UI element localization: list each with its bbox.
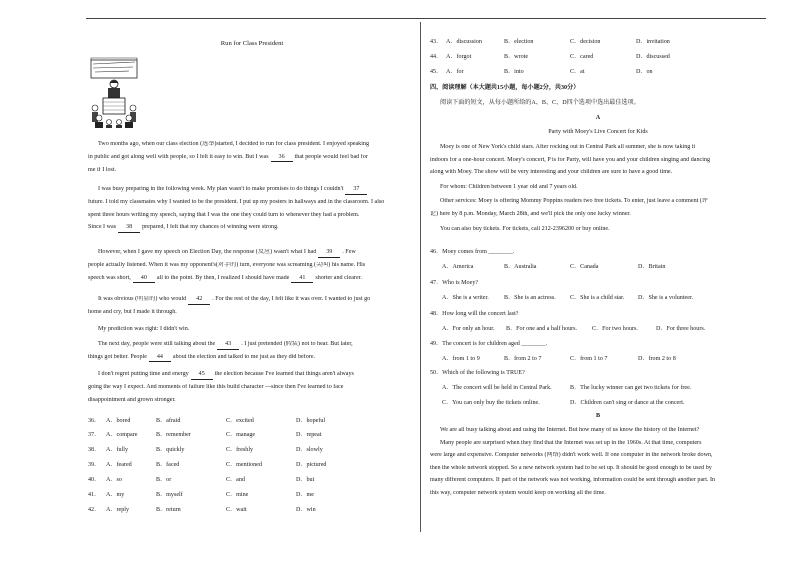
- blank-38[interactable]: 38: [118, 224, 140, 233]
- section-instruction: 阅读下面的短文，从每小题所给的A、B、C、D四个选项中选出最佳选项。: [440, 100, 640, 106]
- question-46: 46．Moey comes from ________.: [430, 249, 515, 255]
- question-49: 49．The concert is for children aged ________.: [430, 341, 548, 347]
- passage-a-title: Party with Moey's Live Concert for Kids: [548, 129, 648, 135]
- paragraph-2: I was busy preparing in the following week. My plan wasn't to make promises to do things I couldn't 37 future. I told my classmates why I wanted to be the president. I put up my posters in hallways and in the classroom. I also spent three hours writing my speech, saying that I was the one they could turn to whenever they had a problem. Since I was 38 prepared, I felt that my chances of winning were strong.: [88, 186, 416, 237]
- passage-title: Run for Class President: [220, 40, 284, 47]
- question-50-options-ab: A．The concert will be held in Central Park. B．The lucky winner can get two tickets for free.: [442, 385, 692, 391]
- question-50: 50．Which of the following is TRUE?: [430, 370, 525, 376]
- paragraph-1: Two months ago, when our class election (选举)started, I decided to run for class president. I enjoyed speaking in public and got along well with people, so I felt it easy to win. But I was 36 that people would feel bad for me if I lost.: [88, 141, 370, 173]
- blank-41[interactable]: 41: [291, 275, 313, 284]
- passage-b-letter: B: [595, 413, 601, 419]
- question-47-options: A．She is a writer. B．She is an actress. C．She is a child star. D．She is a volunteer.: [442, 295, 694, 301]
- blank-40[interactable]: 40: [133, 275, 155, 284]
- question-49-options: A．from 1 to 9 B．from 2 to 7 C．from 1 to 7 D．from 2 to 8: [442, 356, 676, 362]
- question-47: 47．Who is Moey?: [430, 280, 479, 286]
- paragraph-7: I don't regret putting time and energy 45 the election because I've learned that things aren't always going the way I expect. And moments of failure like this build character —since then I've learned to face disappointment and grown stronger.: [88, 371, 354, 403]
- question-50-options-cd: C．You can only buy the tickets online. D．Children can't sing or dance at the concert.: [442, 400, 685, 406]
- paragraph-3: However, when I gave my speech on Election Day, the response (反应) wasn't what I had 39 . Few people actually listened. When it was my opponent's(对手的) turn, everyone was screaming (尖叫) his name. His speech was short, 40 all to the point. By then, I realized I should have made 41 shorter and clearer.: [88, 249, 416, 287]
- blank-36[interactable]: 36: [271, 154, 293, 163]
- option-row-36: 36． A．bored B．afraid C．excited D．hopeful: [88, 418, 326, 424]
- blank-39[interactable]: 39: [318, 249, 340, 258]
- blank-43[interactable]: 43: [217, 341, 239, 350]
- option-row-45: 45． A．for B．into C．at D．on: [430, 69, 653, 75]
- passage-a-body: Moey is one of New York's child stars. After rocking out in Central Park all summer, she is now taking it indoors for a one-hour concert. Moey's concert, P is for Party, will have you and your children singing and dancing along with Moey. The show will be very interesting and your children are sure to have a good time. For whom: Children between 1 year old and 7 years old. Other services: Moey is offering Mommy Poppins readers two free tickets. To enter, just leave a comment (评 论) here by 8 p.m. Monday, March 28th, and we'll pick the only one lucky winner. You can also buy tickets. For tickets, call 212-2396200 or buy online.: [430, 144, 711, 232]
- classroom-illustration: [89, 56, 139, 128]
- paragraph-5: My prediction was right: I didn't win.: [98, 326, 190, 332]
- option-row-43: 43． A．discussion B．election C．decision D．invitation: [430, 39, 670, 45]
- blank-37[interactable]: 37: [345, 186, 367, 195]
- passage-b-body: We are all busy talking about and using the Internet. But how many of us know the history of the Internet? Many people are surprised when they find that the Internet was set up in the 1960s. At that time, computers were large and expensive. Computer networks (网络) didn't work well. If one computer in the network broke down, then the whole network stopped. So a new network system had to be set up. It should be good enough to be used by many different computers. If part of the network was not working, information could be sent through another part. In this way, computer network system would keep on working all the time.: [430, 427, 716, 496]
- question-46-options: A．America B．Australia C．Canada D．Britain: [442, 264, 666, 270]
- option-row-37: 37． A．compare B．remember C．manage D．repeat: [88, 432, 322, 438]
- option-row-44: 44． A．forgot B．wrote C．cared D．discussed: [430, 54, 670, 60]
- column-divider: [420, 22, 421, 532]
- section-heading: 四、阅读理解（本大题共15小题，每小题2分，共30分）: [430, 85, 580, 91]
- option-row-42: 42． A．reply B．return C．wait D．win: [88, 507, 316, 513]
- blank-44[interactable]: 44: [149, 354, 171, 363]
- option-row-39: 39． A．feared B．faced C．mentioned D．pictured: [88, 462, 327, 468]
- question-48: 48．How long will the concert last?: [430, 311, 519, 317]
- paragraph-4: It was obvious (明显的) who would 42 . For the rest of the day, I felt like it was over. I wanted to just go home and cry, but I made it through.: [88, 296, 371, 315]
- paragraph-6: The next day, people were still talking about the 43 . I just pretended (假装) not to hear. But later, things got better. People 44 about the election and talked to me just as they did before.: [88, 341, 416, 367]
- question-48-options: A．For only an hour. B．For one and a half hours. C．For two hours. D．For three hours.: [442, 326, 706, 332]
- option-row-38: 38． A．fully B．quickly C．freshly D．slowly: [88, 447, 323, 453]
- blank-45[interactable]: 45: [191, 371, 213, 380]
- option-row-41: 41． A．my B．myself C．mine D．me: [88, 492, 314, 498]
- option-row-40: 40． A．so B．or C．and D．but: [88, 477, 315, 483]
- top-rule: [86, 18, 766, 19]
- blank-42[interactable]: 42: [188, 296, 210, 305]
- passage-a-letter: A: [595, 115, 601, 121]
